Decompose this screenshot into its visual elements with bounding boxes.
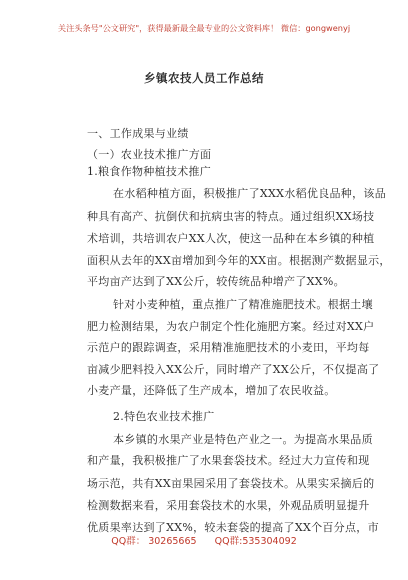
item-heading: 2.特色农业技术推广: [113, 410, 215, 423]
paragraph-line: 和产量，我积极推广了水果套袋技术。经过大力宣传和现: [87, 454, 370, 467]
paragraph-line: 小麦产量，还降低了生产成本，增加了农民收益。: [87, 384, 336, 397]
paragraph-line: 面积从去年的XX亩增加到今年的XX亩。根据测产数据显示，: [87, 254, 391, 267]
header-banner: 关注头条号"公文研究"，获得最新最全最专业的公文资料库！ 微信：gongwenyj: [57, 23, 351, 33]
paragraph-line: 检测数据来看，采用套袋技术的水果，外观品质明显提升: [87, 499, 370, 512]
paragraph-line: 本乡镇的水果产业是特色产业之一。为提高水果品质: [113, 433, 373, 446]
paragraph-line: 肥力检测结果，为农户制定个性化施肥方案。经过对XX户: [87, 320, 375, 333]
paragraph-line: 种具有高产、抗倒伏和抗病虫害的特点。通过组织XX场技: [87, 210, 375, 223]
paragraph-line: 平均亩产达到了XX公斤，较传统品种增产了XX%。: [87, 275, 345, 288]
footer-contact: QQ群： 30265665 QQ群:535304092: [111, 536, 297, 547]
paragraph-line: 示范户的跟踪调查，采用精准施肥技术的小麦田，平均每: [87, 341, 370, 354]
paragraph-line: 在水稻种植方面，积极推广了XXX水稻优良品种，该品: [113, 187, 386, 200]
paragraph-line: 优质果率达到了XX%，较未套袋的提高了XX个百分点，市: [87, 521, 379, 534]
section-heading: 一、工作成果与业绩: [87, 127, 189, 140]
document-title: 乡镇农技人员工作总结: [144, 71, 264, 85]
subsection-heading: （一）农业技术推广方面: [87, 148, 212, 161]
paragraph-line: 场示范，共有XX亩果园采用了套袋技术。从果实采摘后的: [87, 477, 375, 490]
paragraph-line: 亩减少肥料投入XX公斤，同时增产了XX公斤，不仅提高了: [87, 363, 380, 376]
paragraph-line: 针对小麦种植，重点推广了精准施肥技术。根据土壤: [113, 298, 373, 311]
paragraph-line: 术培训，共培训农户XX人次，使这一品种在本乡镇的种植: [87, 232, 375, 245]
item-heading: 1.粮食作物种植技术推广: [87, 165, 212, 178]
